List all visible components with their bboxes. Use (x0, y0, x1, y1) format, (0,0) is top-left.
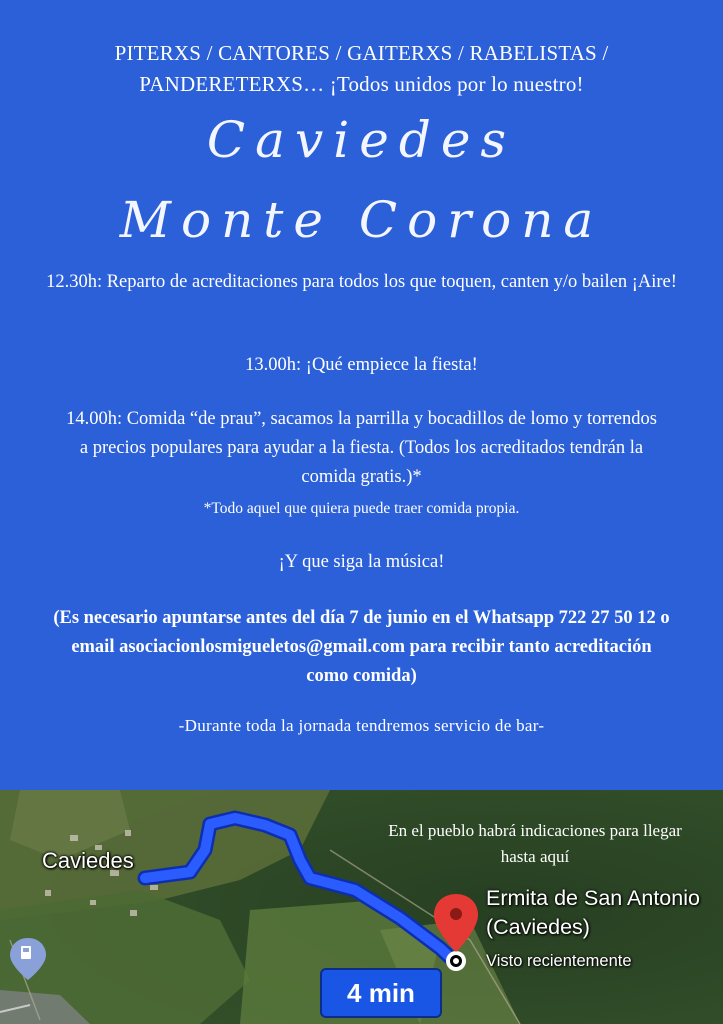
bar-note: -Durante toda la jornada tendremos servicio de bar- (178, 716, 545, 735)
destination-status: Visto recientemente (486, 952, 632, 970)
food-note: *Todo aquel que quiera puede traer comida propia. (203, 500, 520, 517)
intro-line-2: PANDERETERXS… ¡Todos unidos por lo nuestro! (139, 72, 584, 96)
place-label-caviedes: Caviedes (42, 848, 134, 873)
travel-time-badge: 4 min (320, 968, 442, 1018)
destination-name: Ermita de San Antonio (Caviedes) (486, 886, 700, 939)
registration-notice: (Es necesario apuntarse antes del día 7 de junio en el Whatsapp 722 27 50 12 o email asociacionlosmigueletos@gmail.com para recibir tanto acreditación como comida) (53, 608, 670, 686)
schedule-item-2: 13.00h: ¡Qué empiece la fiesta! (245, 355, 478, 375)
schedule-item-1: 12.30h: Reparto de acreditaciones para todos los que toquen, canten y/o bailen ¡Aire! (46, 272, 677, 292)
intro-text (0, 38, 723, 100)
schedule-item-3: 14.00h: Comida “de prau”, sacamos la parrilla y bocadillos de lomo y torrendos a precios populares para ayudar a la fiesta. (Todos los acreditados tendrán la comida gratis.)* (66, 409, 657, 487)
map-image (0, 790, 723, 1024)
schedule-item-4: ¡Y que siga la música! (278, 552, 445, 572)
title-monte-corona: Monte Corona (119, 191, 604, 249)
intro-line-1: PITERXS / CANTORES / GAITERXS / RABELISTAS / (114, 41, 609, 65)
title-caviedes: Caviedes (206, 111, 517, 169)
directions-note: En el pueblo habrá indicaciones para llegar hasta aquí (388, 821, 682, 866)
